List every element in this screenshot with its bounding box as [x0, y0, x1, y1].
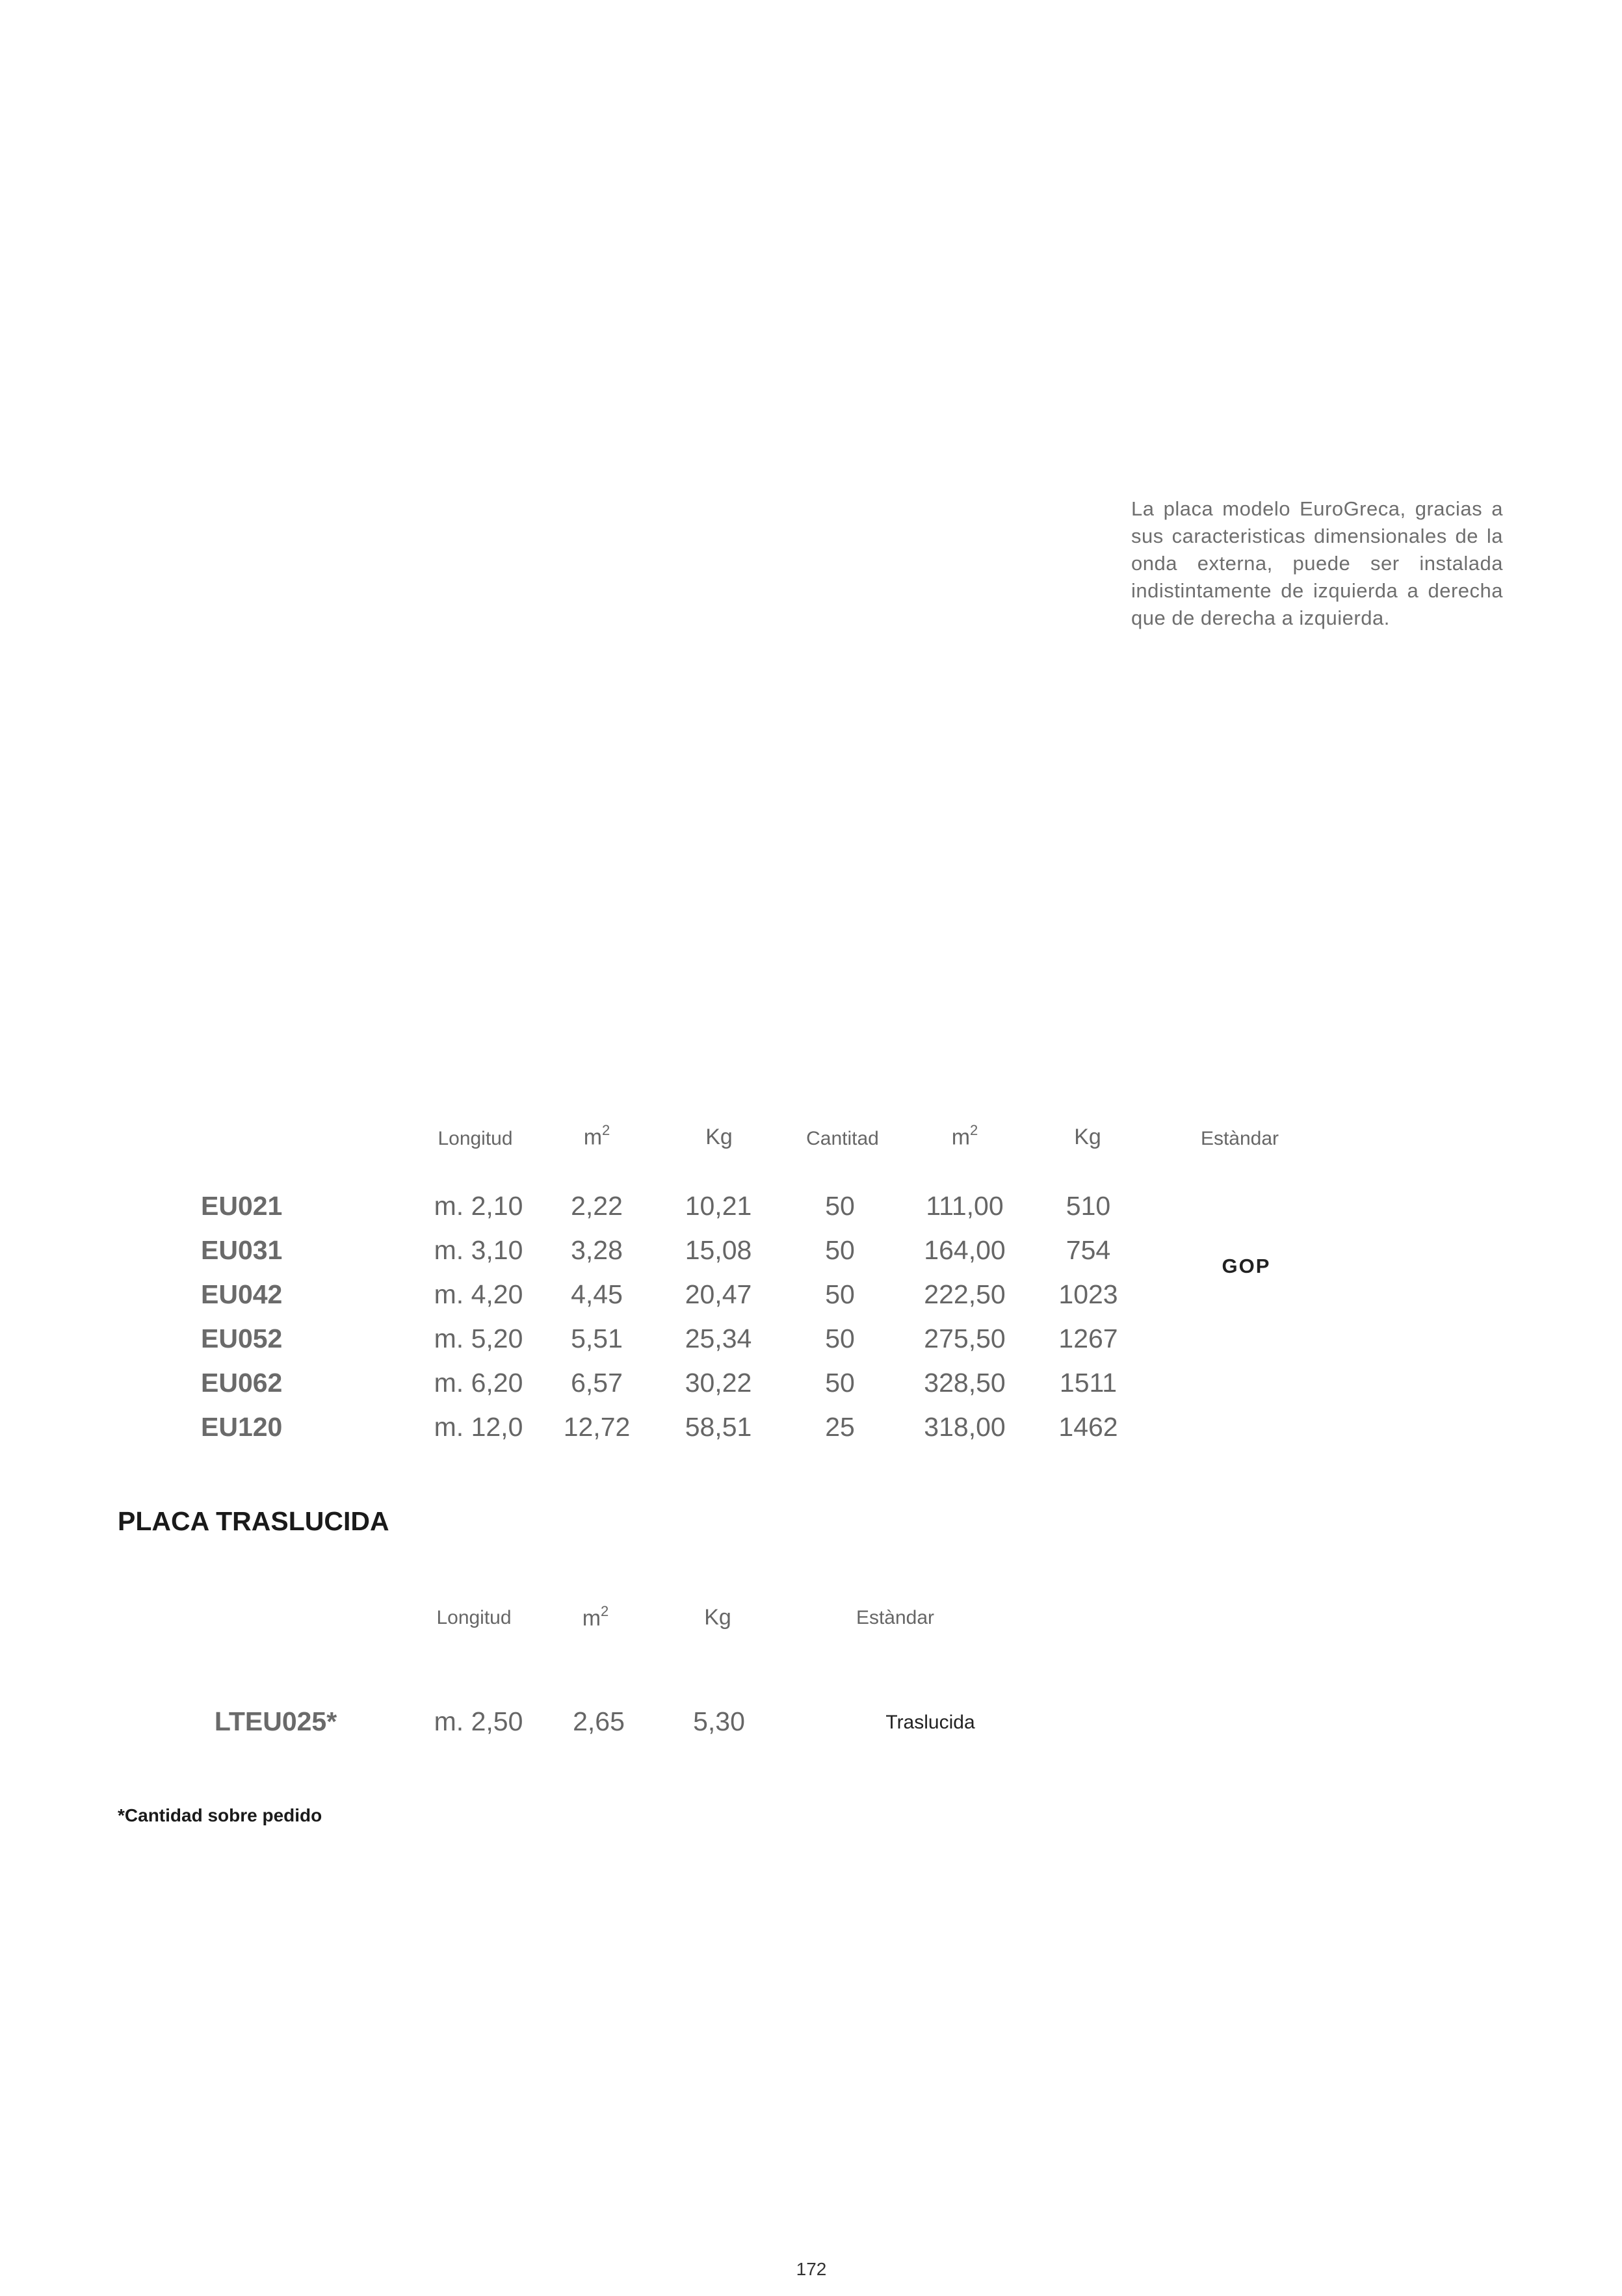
row-code: EU120 — [201, 1412, 283, 1442]
row-kg-total: 510 — [1066, 1191, 1111, 1221]
row-kg-total: 1462 — [1058, 1412, 1118, 1442]
row-longitud: m. 3,10 — [434, 1235, 523, 1265]
row-kg-total: 1267 — [1058, 1324, 1118, 1353]
header-m2-total: $m^2$ — [951, 1122, 978, 1150]
row-m2: 12,72 — [563, 1412, 631, 1442]
row-m2-total: 111,00 — [926, 1191, 1004, 1221]
header-cantidad: Cantitad — [806, 1128, 879, 1149]
row-kg-total: 1023 — [1058, 1279, 1118, 1309]
header-kg: Kg — [705, 1125, 733, 1149]
trasl-header-kg: Kg — [704, 1605, 731, 1630]
row-longitud: m. 5,20 — [434, 1324, 523, 1353]
row-m2: 4,45 — [571, 1279, 623, 1309]
row-kg: 15,08 — [685, 1235, 752, 1265]
estandar-value: GOP — [1222, 1255, 1271, 1277]
row-kg: 25,34 — [685, 1324, 752, 1353]
trasl-code: LTEU025* — [214, 1706, 337, 1736]
row-code: EU021 — [201, 1191, 283, 1221]
row-code: EU042 — [201, 1279, 283, 1309]
trasl-m2: 2,65 — [573, 1706, 625, 1736]
row-cantidad: 50 — [825, 1324, 855, 1353]
trasl-header-m2: $m^2$ — [582, 1603, 609, 1631]
row-m2: 6,57 — [571, 1368, 623, 1398]
row-kg: 10,21 — [685, 1191, 752, 1221]
footnote: *Cantidad sobre pedido — [118, 1805, 322, 1825]
row-cantidad: 25 — [825, 1412, 855, 1442]
row-kg: 30,22 — [685, 1368, 752, 1398]
header-kg-total: Kg — [1074, 1125, 1101, 1149]
row-m2-total: 275,50 — [924, 1324, 1006, 1353]
row-code: EU052 — [201, 1324, 283, 1353]
header-estandar: Estàndar — [1200, 1128, 1279, 1149]
row-m2: 2,22 — [571, 1191, 623, 1221]
row-code: EU062 — [201, 1368, 283, 1398]
row-m2-total: 164,00 — [924, 1235, 1006, 1265]
row-code: EU031 — [201, 1235, 283, 1265]
header-longitud: Longitud — [438, 1128, 513, 1149]
section-title: PLACA TRASLUCIDA — [118, 1506, 389, 1536]
trasl-header-estandar: Estàndar — [856, 1607, 935, 1628]
row-kg: 58,51 — [685, 1412, 752, 1442]
page-number: 172 — [796, 2259, 827, 2279]
header-m2: $m^2$ — [583, 1122, 610, 1150]
trasl-kg: 5,30 — [693, 1706, 745, 1736]
row-cantidad: 50 — [825, 1279, 855, 1309]
row-longitud: m. 6,20 — [434, 1368, 523, 1398]
row-longitud: m. 4,20 — [434, 1279, 523, 1309]
description-paragraph: La placa modelo EuroGreca, gracias a sus caracteristicas dimensionales de la onda externa, puede ser instalada indistintamente de izquierda a derecha que de derecha a izquierda. — [1131, 497, 1503, 629]
trasl-header-longitud: Longitud — [436, 1607, 512, 1628]
row-kg: 20,47 — [685, 1279, 752, 1309]
row-longitud: m. 2,10 — [434, 1191, 523, 1221]
trasl-longitud: m. 2,50 — [434, 1706, 523, 1736]
row-m2: 3,28 — [571, 1235, 623, 1265]
row-cantidad: 50 — [825, 1368, 855, 1398]
row-m2-total: 222,50 — [924, 1279, 1006, 1309]
row-longitud: m. 12,0 — [434, 1412, 523, 1442]
row-m2: 5,51 — [571, 1324, 623, 1353]
row-m2-total: 328,50 — [924, 1368, 1006, 1398]
row-cantidad: 50 — [825, 1235, 855, 1265]
row-cantidad: 50 — [825, 1191, 855, 1221]
row-kg-total: 1511 — [1059, 1368, 1118, 1398]
row-kg-total: 754 — [1066, 1235, 1111, 1265]
row-m2-total: 318,00 — [924, 1412, 1006, 1442]
trasl-estandar: Traslucida — [885, 1712, 975, 1733]
